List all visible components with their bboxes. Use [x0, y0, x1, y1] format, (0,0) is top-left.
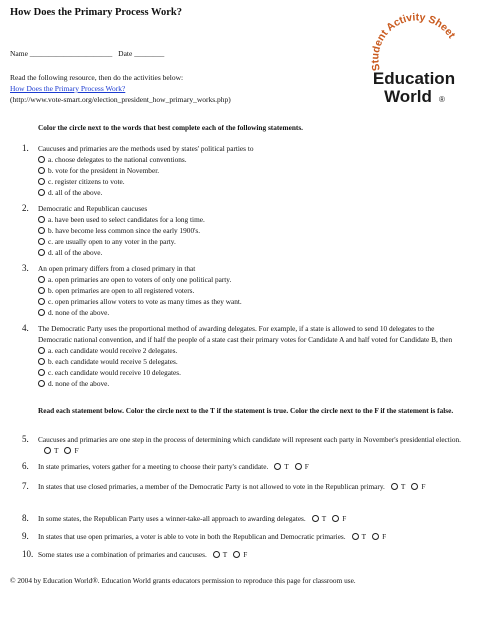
option-a[interactable]: a. open primaries are open to voters of only one political party. — [38, 274, 462, 285]
option-a[interactable]: a. have been used to select candidates for a long time. — [38, 214, 462, 225]
answer-circle-icon[interactable] — [38, 178, 45, 185]
false-label: F — [243, 550, 248, 559]
option-a[interactable]: a. choose delegates to the national conventions. — [38, 154, 462, 165]
answer-circle-icon[interactable] — [38, 227, 45, 234]
question-4 — [22, 323, 462, 389]
question-number: 10. — [22, 549, 34, 559]
question-text: Caucuses and primaries are one step in the process of determining which candidate will represent each party in November's presidential election. — [38, 435, 461, 444]
option-d[interactable]: d. all of the above. — [38, 187, 462, 198]
option-b[interactable]: b. vote for the president in November. — [38, 165, 462, 176]
question-number: 1. — [22, 143, 29, 153]
question-text: In states that use closed primaries, a member of the Democratic Party is not allowed to vote in the Republican primary. — [38, 482, 385, 491]
false-circle-icon[interactable] — [64, 447, 71, 454]
false-circle-icon[interactable] — [411, 483, 418, 490]
true-label: T — [54, 446, 59, 455]
question-number: 4. — [22, 323, 29, 333]
copyright-footer: © 2004 by Education World®. Education World grants educators permission to reproduce this page for classroom use. — [10, 576, 356, 585]
true-false-choices — [274, 462, 309, 471]
true-label: T — [321, 514, 327, 523]
date-field[interactable]: Date ________ — [118, 49, 165, 58]
true-false-choices — [352, 532, 387, 541]
answer-circle-icon[interactable] — [38, 309, 45, 316]
option-d[interactable]: d. none of the above. — [38, 307, 462, 318]
option-b[interactable]: b. have become less common since the early 1900's. — [38, 225, 462, 236]
question-6 — [22, 461, 462, 472]
question-text: In state primaries, voters gather for a meeting to choose their party's candidate. — [38, 462, 269, 471]
question-text: An open primary differs from a closed primary in that — [38, 264, 196, 273]
true-circle-icon[interactable] — [274, 463, 281, 470]
name-date-line — [10, 49, 164, 58]
true-false-choices — [213, 550, 248, 559]
answer-circle-icon[interactable] — [38, 189, 45, 196]
true-false-choices — [312, 514, 347, 523]
true-circle-icon[interactable] — [312, 515, 319, 522]
resource-url: (http://www.vote-smart.org/election_president_how_primary_works.php) — [10, 95, 231, 104]
question-7 — [22, 481, 462, 492]
answer-circle-icon[interactable] — [38, 380, 45, 387]
question-10 — [22, 549, 462, 560]
false-circle-icon[interactable] — [295, 463, 302, 470]
resource-link[interactable]: How Does the Primary Process Work? — [10, 84, 126, 93]
logo-word-world: World — [384, 87, 432, 106]
answer-circle-icon[interactable] — [38, 358, 45, 365]
false-circle-icon[interactable] — [233, 551, 240, 558]
name-field[interactable]: Name ______________________ — [10, 49, 113, 58]
question-number: 5. — [22, 434, 29, 444]
true-label: T — [400, 482, 406, 491]
question-1 — [22, 143, 462, 198]
option-c[interactable]: c. open primaries allow voters to vote as many times as they want. — [38, 296, 462, 307]
question-9 — [22, 531, 462, 542]
question-8 — [22, 513, 462, 524]
instructions-tf: Read each statement below. Color the circle next to the T if the statement is true. Color the circle next to the F if the statement is false. — [38, 406, 454, 415]
logo-word-education: Education — [372, 69, 456, 88]
answer-circle-icon[interactable] — [38, 298, 45, 305]
question-3 — [22, 263, 462, 318]
true-label: T — [222, 550, 228, 559]
option-c[interactable]: c. register citizens to vote. — [38, 176, 462, 187]
false-label: F — [304, 462, 309, 471]
option-c[interactable]: c. are usually open to any voter in the party. — [38, 236, 462, 247]
false-label: F — [421, 482, 426, 491]
question-text: The Democratic Party uses the proportional method of awarding delegates. For example, if a state is allowed to send 10 delegates to the Democratic national convention, and if half the people of a state cast their primary votes for Candidate A and half voted for Candidate B, then — [38, 324, 453, 344]
question-number: 3. — [22, 263, 29, 273]
true-false-choices — [44, 446, 79, 455]
page-title: How Does the Primary Process Work? — [10, 7, 182, 18]
true-circle-icon[interactable] — [352, 533, 359, 540]
option-b[interactable]: b. open primaries are open to all registered voters. — [38, 285, 462, 296]
true-false-choices — [391, 482, 426, 491]
answer-circle-icon[interactable] — [38, 347, 45, 354]
option-c[interactable]: c. each candidate would receive 10 delegates. — [38, 367, 462, 378]
question-text: Caucuses and primaries are the methods used by states' political parties to — [38, 144, 254, 153]
intro-block — [10, 72, 231, 105]
question-number: 2. — [22, 203, 29, 213]
true-circle-icon[interactable] — [44, 447, 51, 454]
logo-arc-text: Student Activity Sheet — [369, 11, 458, 72]
question-number: 6. — [22, 461, 29, 471]
true-label: T — [284, 462, 289, 471]
answer-circle-icon[interactable] — [38, 249, 45, 256]
question-number: 7. — [22, 481, 29, 491]
false-circle-icon[interactable] — [372, 533, 379, 540]
false-circle-icon[interactable] — [332, 515, 339, 522]
question-5 — [22, 434, 462, 456]
question-text: In states that use open primaries, a voter is able to vote in both the Republican and Democratic primaries. — [38, 532, 346, 541]
education-world-logo — [364, 8, 468, 108]
instructions-mc: Color the circle next to the words that best complete each of the following statements. — [38, 123, 304, 132]
answer-circle-icon[interactable] — [38, 156, 45, 163]
answer-circle-icon[interactable] — [38, 216, 45, 223]
question-2 — [22, 203, 462, 258]
option-d[interactable]: d. none of the above. — [38, 378, 462, 389]
true-label: T — [361, 532, 367, 541]
false-label: F — [74, 446, 79, 455]
question-text: Democratic and Republican caucuses — [38, 204, 148, 213]
answer-circle-icon[interactable] — [38, 167, 45, 174]
true-circle-icon[interactable] — [213, 551, 220, 558]
question-number: 8. — [22, 513, 29, 523]
intro-text: Read the following resource, then do the activities below: — [10, 73, 184, 82]
true-circle-icon[interactable] — [391, 483, 398, 490]
answer-circle-icon[interactable] — [38, 287, 45, 294]
question-text: Some states use a combination of primaries and caucuses. — [38, 550, 207, 559]
question-text: In some states, the Republican Party uses a winner-take-all approach to awarding delegates. — [38, 514, 306, 523]
false-label: F — [342, 514, 347, 523]
answer-circle-icon[interactable] — [38, 369, 45, 376]
answer-circle-icon[interactable] — [38, 238, 45, 245]
option-a[interactable]: a. each candidate would receive 2 delegates. — [38, 345, 462, 356]
false-label: F — [382, 532, 387, 541]
logo-registered: ® — [439, 95, 445, 104]
option-d[interactable]: d. all of the above. — [38, 247, 462, 258]
answer-circle-icon[interactable] — [38, 276, 45, 283]
question-number: 9. — [22, 531, 29, 541]
option-b[interactable]: b. each candidate would receive 5 delegates. — [38, 356, 462, 367]
